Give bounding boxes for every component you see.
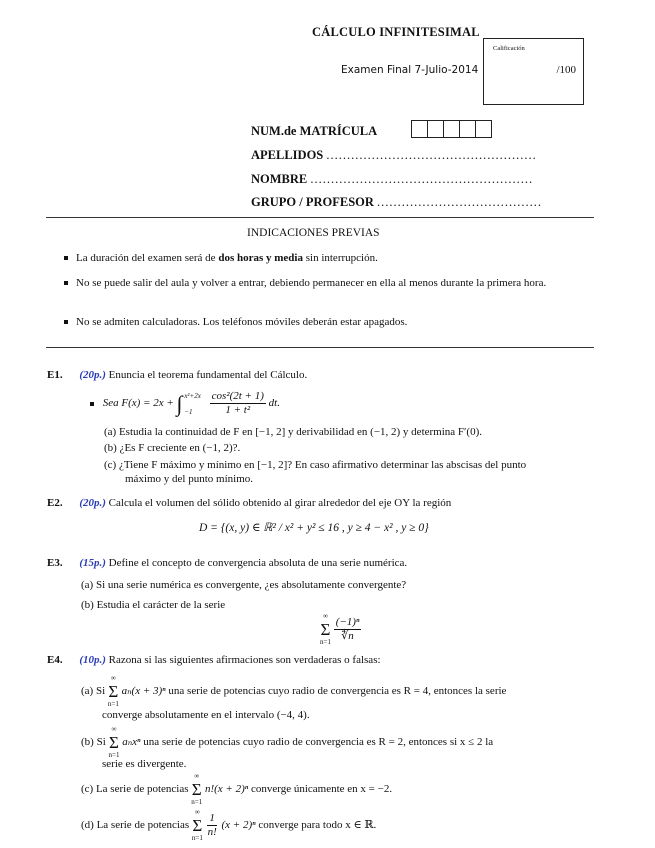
e4-part-b: (b) Si ∞ Σ n=1 aₙxⁿ una serie de potencias cuyo radio de convergencia es R = 2, entonces si x ≤ 2 la xyxy=(81,725,494,759)
e3-part-a: (a) Si una serie numérica es convergente, ¿es absolutamente convergente? xyxy=(81,579,407,591)
matricula-digit-box[interactable] xyxy=(459,120,476,138)
e4-part-b-cont: serie es divergente. xyxy=(102,758,187,770)
grupo-label: GRUPO / PROFESOR xyxy=(251,195,374,209)
grupo-dots: ........................................ xyxy=(377,195,543,209)
indicaciones-heading: INDICACIONES PREVIAS xyxy=(247,227,380,239)
apellidos-field[interactable] xyxy=(251,148,537,163)
exam-title: CÁLCULO INFINITESIMAL xyxy=(312,25,480,39)
e3-part-b: (b) Estudia el carácter de la serie xyxy=(81,599,226,611)
matricula-digit-box[interactable] xyxy=(443,120,460,138)
integral-sign: ∫ xyxy=(176,391,183,416)
divider-top xyxy=(46,217,594,218)
apellidos-label: APELLIDOS xyxy=(251,148,324,162)
e2-region-formula: D = {(x, y) ∈ ℝ² / x² + y² ≤ 16 , y ≥ 4 − x² , y ≥ 0} xyxy=(199,522,429,534)
nombre-field[interactable] xyxy=(251,172,533,187)
bullet-square-icon xyxy=(64,256,68,260)
bullet-square-icon xyxy=(64,281,68,285)
question-e4: E4. (10p.) Razona si las siguientes afirmaciones son verdaderas o falsas: xyxy=(47,654,381,666)
bullet-square-icon xyxy=(64,320,68,324)
exam-subtitle: Examen Final 7-Julio-2014 xyxy=(341,64,479,76)
grade-label: Calificación xyxy=(493,45,525,52)
e1-part-a: (a) Estudia la continuidad de F en [−1, 2] y derivabilidad en (−1, 2) y determina F′(0). xyxy=(104,426,483,438)
points-e4: (10p.) xyxy=(79,654,106,666)
bullet-square-icon xyxy=(90,402,94,406)
e4-part-c: (c) La serie de potencias ∞ Σ n=1 n!(x + 2)ⁿ converge únicamente en x = −2. xyxy=(81,772,393,806)
nombre-label: NOMBRE xyxy=(251,172,308,186)
question-e1: E1. (20p.) Enuncia el teorema fundamental del Cálculo. xyxy=(47,369,308,381)
matricula-label: NUM.de MATRÍCULA xyxy=(251,124,378,138)
points-e1: (20p.) xyxy=(79,369,106,381)
grupo-field[interactable] xyxy=(251,195,542,210)
e4-part-a: (a) Si ∞ Σ n=1 aₙ(x + 3)ⁿ una serie de potencias cuyo radio de convergencia es R = 4, entonces la serie xyxy=(81,674,507,708)
grade-total: /100 xyxy=(556,64,576,76)
e4-part-d: (d) La serie de potencias ∞ Σ n=1 $\frac{1}{n!}$ (x + 2)ⁿ converge para todo x ∈ ℝ. xyxy=(81,808,377,842)
points-e2: (20p.) xyxy=(79,497,106,509)
nombre-dots: ...................................................... xyxy=(310,172,534,186)
e4-part-a-cont: converge absolutamente en el intervalo (−4, 4). xyxy=(102,709,310,721)
matricula-digit-box[interactable] xyxy=(427,120,444,138)
e1-function-definition: Sea F(x) = 2x + ∫ x²+2x −1 $\frac{\text{cos²(2t + 1)}}{\text{1 + t²}}$ dt. xyxy=(90,390,280,417)
points-e3: (15p.) xyxy=(79,557,106,569)
e1-part-b: (b) ¿Es F creciente en (−1, 2)?. xyxy=(104,442,241,454)
apellidos-dots: ................................................... xyxy=(326,148,537,162)
divider-bottom xyxy=(46,347,594,348)
matricula-digit-box[interactable] xyxy=(475,120,492,138)
question-e2: E2. (20p.) Calcula el volumen del sólido obtenido al girar alrededor del eje OY la región xyxy=(47,497,452,509)
matricula-digit-box[interactable] xyxy=(411,120,428,138)
e1-part-c: (c) ¿Tiene F máximo y mínimo en [−1, 2]? En caso afirmativo determinar las abscisas del punto xyxy=(104,459,527,471)
e1-part-c-cont: máximo y del punto mínimo. xyxy=(125,473,254,485)
grade-box[interactable] xyxy=(483,38,584,105)
e3-series: ∞ Σ n=1 $\frac{\text{(−1)ⁿ}}{∜n}$ xyxy=(320,612,360,646)
question-e3: E3. (15p.) Define el concepto de convergencia absoluta de una serie numérica. xyxy=(47,557,408,569)
matricula-boxes[interactable] xyxy=(412,120,492,138)
